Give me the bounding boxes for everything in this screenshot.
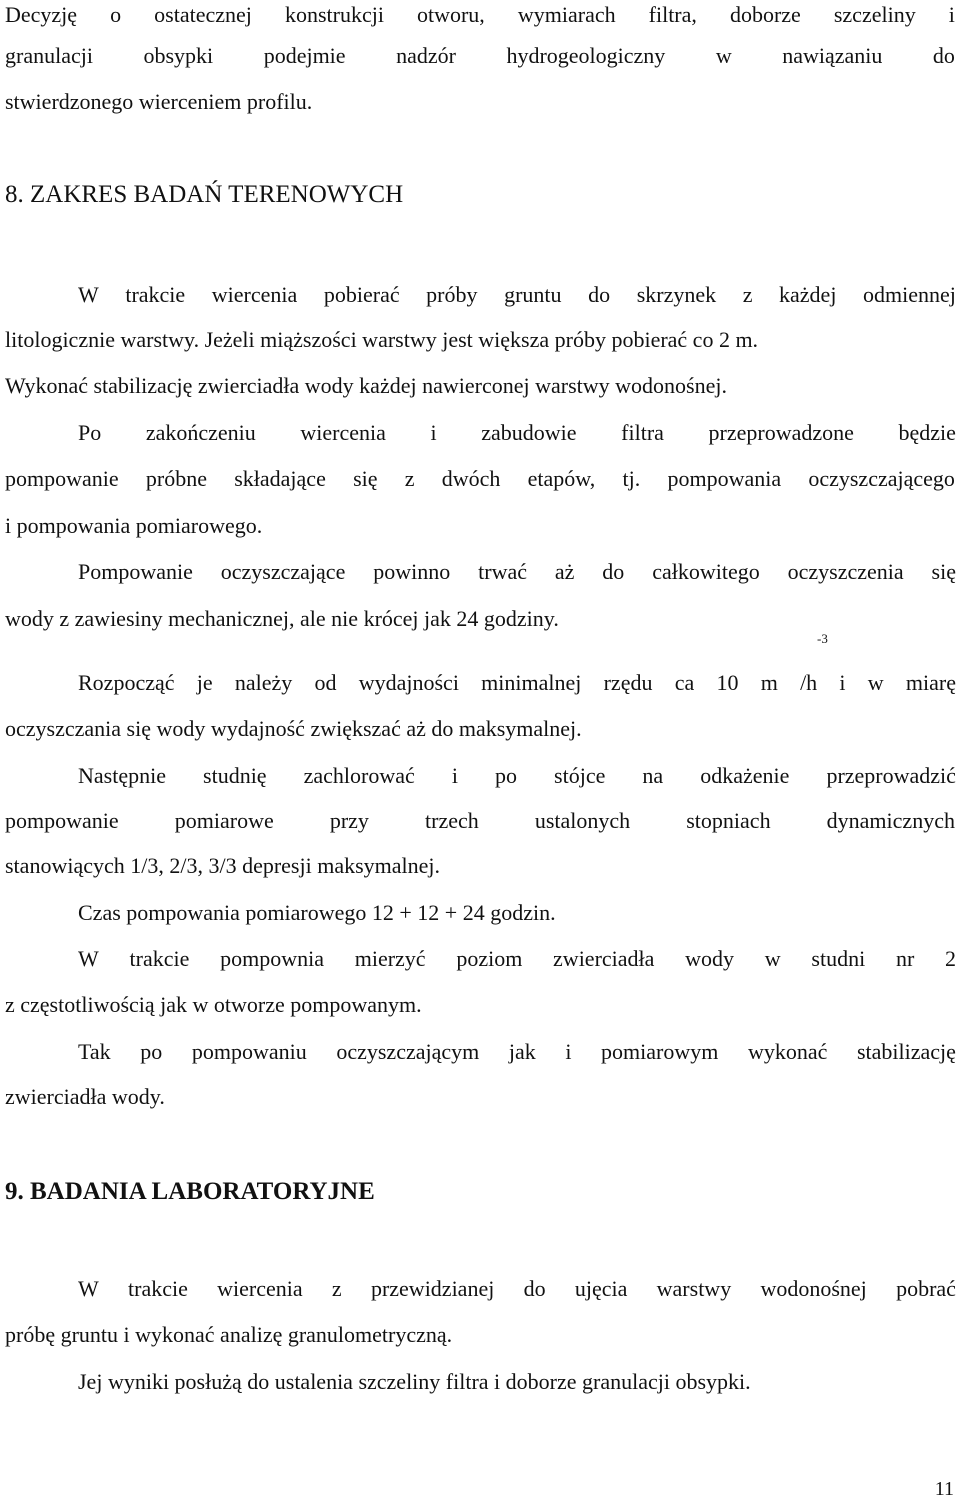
word: będzie: [898, 420, 956, 445]
word: oczyszczającego: [808, 466, 955, 491]
word: m: [760, 670, 778, 695]
word: dynamicznych: [826, 808, 955, 833]
word: powinno: [373, 559, 451, 584]
word: /h: [800, 670, 818, 695]
word: zakończeniu: [145, 420, 256, 445]
word: skrzynek: [636, 282, 717, 307]
text-line: Czas pompowania pomiarowego 12 + 12 + 24 godzin.: [78, 900, 556, 925]
word: etapów,: [527, 466, 596, 491]
word: trakcie: [128, 1276, 188, 1301]
word: próbne: [145, 466, 207, 491]
word: trakcie: [129, 946, 190, 971]
word: pobrać: [896, 1276, 956, 1301]
word: przeprowadzić: [826, 763, 956, 788]
text-line: zwierciadła wody.: [5, 1084, 165, 1109]
word: zachlorować: [303, 763, 415, 788]
word: filtra,: [648, 2, 697, 27]
text-line: stwierdzonego wierceniem profilu.: [5, 89, 313, 114]
word: rzędu: [603, 670, 653, 695]
word: wody: [685, 946, 735, 971]
word: wydajności: [358, 670, 459, 695]
word: Rozpocząć: [78, 670, 175, 695]
word: pompowanie: [5, 466, 119, 491]
text-line: [78, 761, 956, 791]
word: warstwy: [656, 1276, 732, 1301]
word: pompownia: [220, 946, 324, 971]
word: i: [948, 2, 955, 27]
text-line: Jej wyniki posłużą do ustalenia szczeliny filtra i doborze granulacji obsypki.: [78, 1369, 751, 1394]
word: Następnie: [78, 763, 166, 788]
word: stójce: [554, 763, 606, 788]
text-line: z częstotliwością jak w otworze pompowanym.: [5, 992, 422, 1017]
word: od: [314, 670, 337, 695]
word: każdej: [779, 282, 837, 307]
word: dwóch: [441, 466, 501, 491]
word: nawiązaniu: [782, 43, 883, 68]
text-line: [78, 944, 956, 974]
word: 10: [716, 670, 739, 695]
section-heading-8: 8. ZAKRES BADAŃ TERENOWYCH: [5, 181, 404, 208]
word: wykonać: [747, 1039, 828, 1064]
text-line: [78, 557, 956, 587]
word: stopniach: [686, 808, 771, 833]
text-line: [5, 41, 955, 71]
word: mierzyć: [354, 946, 426, 971]
word: z: [742, 282, 753, 307]
word: składające: [234, 466, 326, 491]
text-line: i pompowania pomiarowego.: [5, 513, 263, 538]
word: wiercenia: [300, 420, 386, 445]
text-line: stanowiących 1/3, 2/3, 3/3 depresji maksymalnej.: [5, 853, 441, 878]
word: miarę: [905, 670, 956, 695]
word: próby: [426, 282, 478, 307]
text-line: wody z zawiesiny mechanicznej, ale nie krócej jak 24 godziny.: [5, 606, 559, 631]
word: tj.: [622, 466, 641, 491]
text-line: [5, 464, 955, 494]
word: Tak: [78, 1039, 111, 1064]
word: otworu,: [416, 2, 485, 27]
word: zabudowie: [481, 420, 577, 445]
text-line: litologicznie warstwy. Jeżeli miąższości warstwy jest większa próby pobierać co 2 m.: [5, 327, 759, 352]
text-line: Wykonać stabilizację zwierciadła wody każdej nawierconej warstwy wodonośnej.: [5, 373, 727, 398]
word: do: [588, 282, 611, 307]
text-line: próbę gruntu i wykonać analizę granulometryczną.: [5, 1322, 453, 1347]
word: się: [353, 466, 378, 491]
word: po: [140, 1039, 163, 1064]
word: trakcie: [125, 282, 186, 307]
word: wymiarach: [517, 2, 616, 27]
word: całkowitego: [652, 559, 760, 584]
word: ca: [674, 670, 695, 695]
word: obsypki: [143, 43, 214, 68]
word: gruntu: [504, 282, 562, 307]
text-line: [78, 668, 956, 698]
word: hydrogeologiczny: [506, 43, 666, 68]
word: je: [196, 670, 213, 695]
word: oczyszczającym: [336, 1039, 480, 1064]
word: trzech: [425, 808, 479, 833]
word: w: [715, 43, 732, 68]
word: w: [764, 946, 781, 971]
word: nadzór: [396, 43, 456, 68]
word: i: [565, 1039, 572, 1064]
word: do: [932, 43, 955, 68]
word: o: [110, 2, 122, 27]
word: oczyszczające: [220, 559, 346, 584]
word: w: [867, 670, 884, 695]
word: konstrukcji: [284, 2, 384, 27]
word: pobierać: [323, 282, 400, 307]
word: minimalnej: [481, 670, 582, 695]
word: filtra: [621, 420, 664, 445]
text-line: [78, 418, 956, 448]
word: trwać: [478, 559, 527, 584]
word: pomiarowym: [601, 1039, 719, 1064]
word: studnię: [203, 763, 267, 788]
text-line: [5, 0, 955, 30]
word: 2: [945, 946, 956, 971]
text-line: [78, 280, 956, 310]
text-line: oczyszczania się wody wydajność zwiększać aż do maksymalnej.: [5, 716, 582, 741]
word: podejmie: [263, 43, 346, 68]
text-line: [5, 806, 955, 836]
word: W: [78, 282, 99, 307]
word: wiercenia: [211, 282, 298, 307]
word: wiercenia: [217, 1276, 303, 1301]
word: Po: [78, 420, 102, 445]
word: z: [331, 1276, 342, 1301]
word: odmiennej: [863, 282, 956, 307]
word: granulacji: [5, 43, 93, 68]
word: doborze: [729, 2, 801, 27]
word: aż: [554, 559, 575, 584]
superscript: -3: [817, 631, 828, 646]
word: pomiarowe: [174, 808, 274, 833]
word: odkażenie: [700, 763, 790, 788]
word: i: [451, 763, 458, 788]
word: należy: [234, 670, 293, 695]
word: szczeliny: [833, 2, 916, 27]
section-heading-9: 9. BADANIA LABORATORYJNE: [5, 1178, 375, 1205]
word: nr: [895, 946, 915, 971]
word: i: [430, 420, 437, 445]
word: W: [78, 1276, 99, 1301]
word: przeprowadzone: [708, 420, 854, 445]
word: stabilizację: [856, 1039, 956, 1064]
word: się: [931, 559, 956, 584]
word: pompowanie: [5, 808, 119, 833]
word: poziom: [456, 946, 523, 971]
word: pompowania: [667, 466, 782, 491]
word: i: [839, 670, 846, 695]
word: ustalonych: [534, 808, 631, 833]
word: W: [78, 946, 99, 971]
word: na: [642, 763, 664, 788]
word: z: [404, 466, 415, 491]
text-line: [78, 1037, 956, 1067]
word: oczyszczenia: [787, 559, 904, 584]
page-number: 11: [934, 1478, 954, 1500]
word: wodonośnej: [760, 1276, 867, 1301]
word: przewidzianej: [370, 1276, 495, 1301]
word: studni: [811, 946, 866, 971]
word: do: [602, 559, 625, 584]
word: do: [523, 1276, 546, 1301]
word: po: [495, 763, 517, 788]
word: Decyzję: [5, 2, 78, 27]
word: ostatecznej: [154, 2, 252, 27]
word: Pompowanie: [78, 559, 193, 584]
word: przy: [329, 808, 369, 833]
word: pompowaniu: [191, 1039, 307, 1064]
word: zwierciadła: [553, 946, 655, 971]
word: jak: [508, 1039, 536, 1064]
word: ujęcia: [574, 1276, 628, 1301]
text-line: [78, 1274, 956, 1304]
